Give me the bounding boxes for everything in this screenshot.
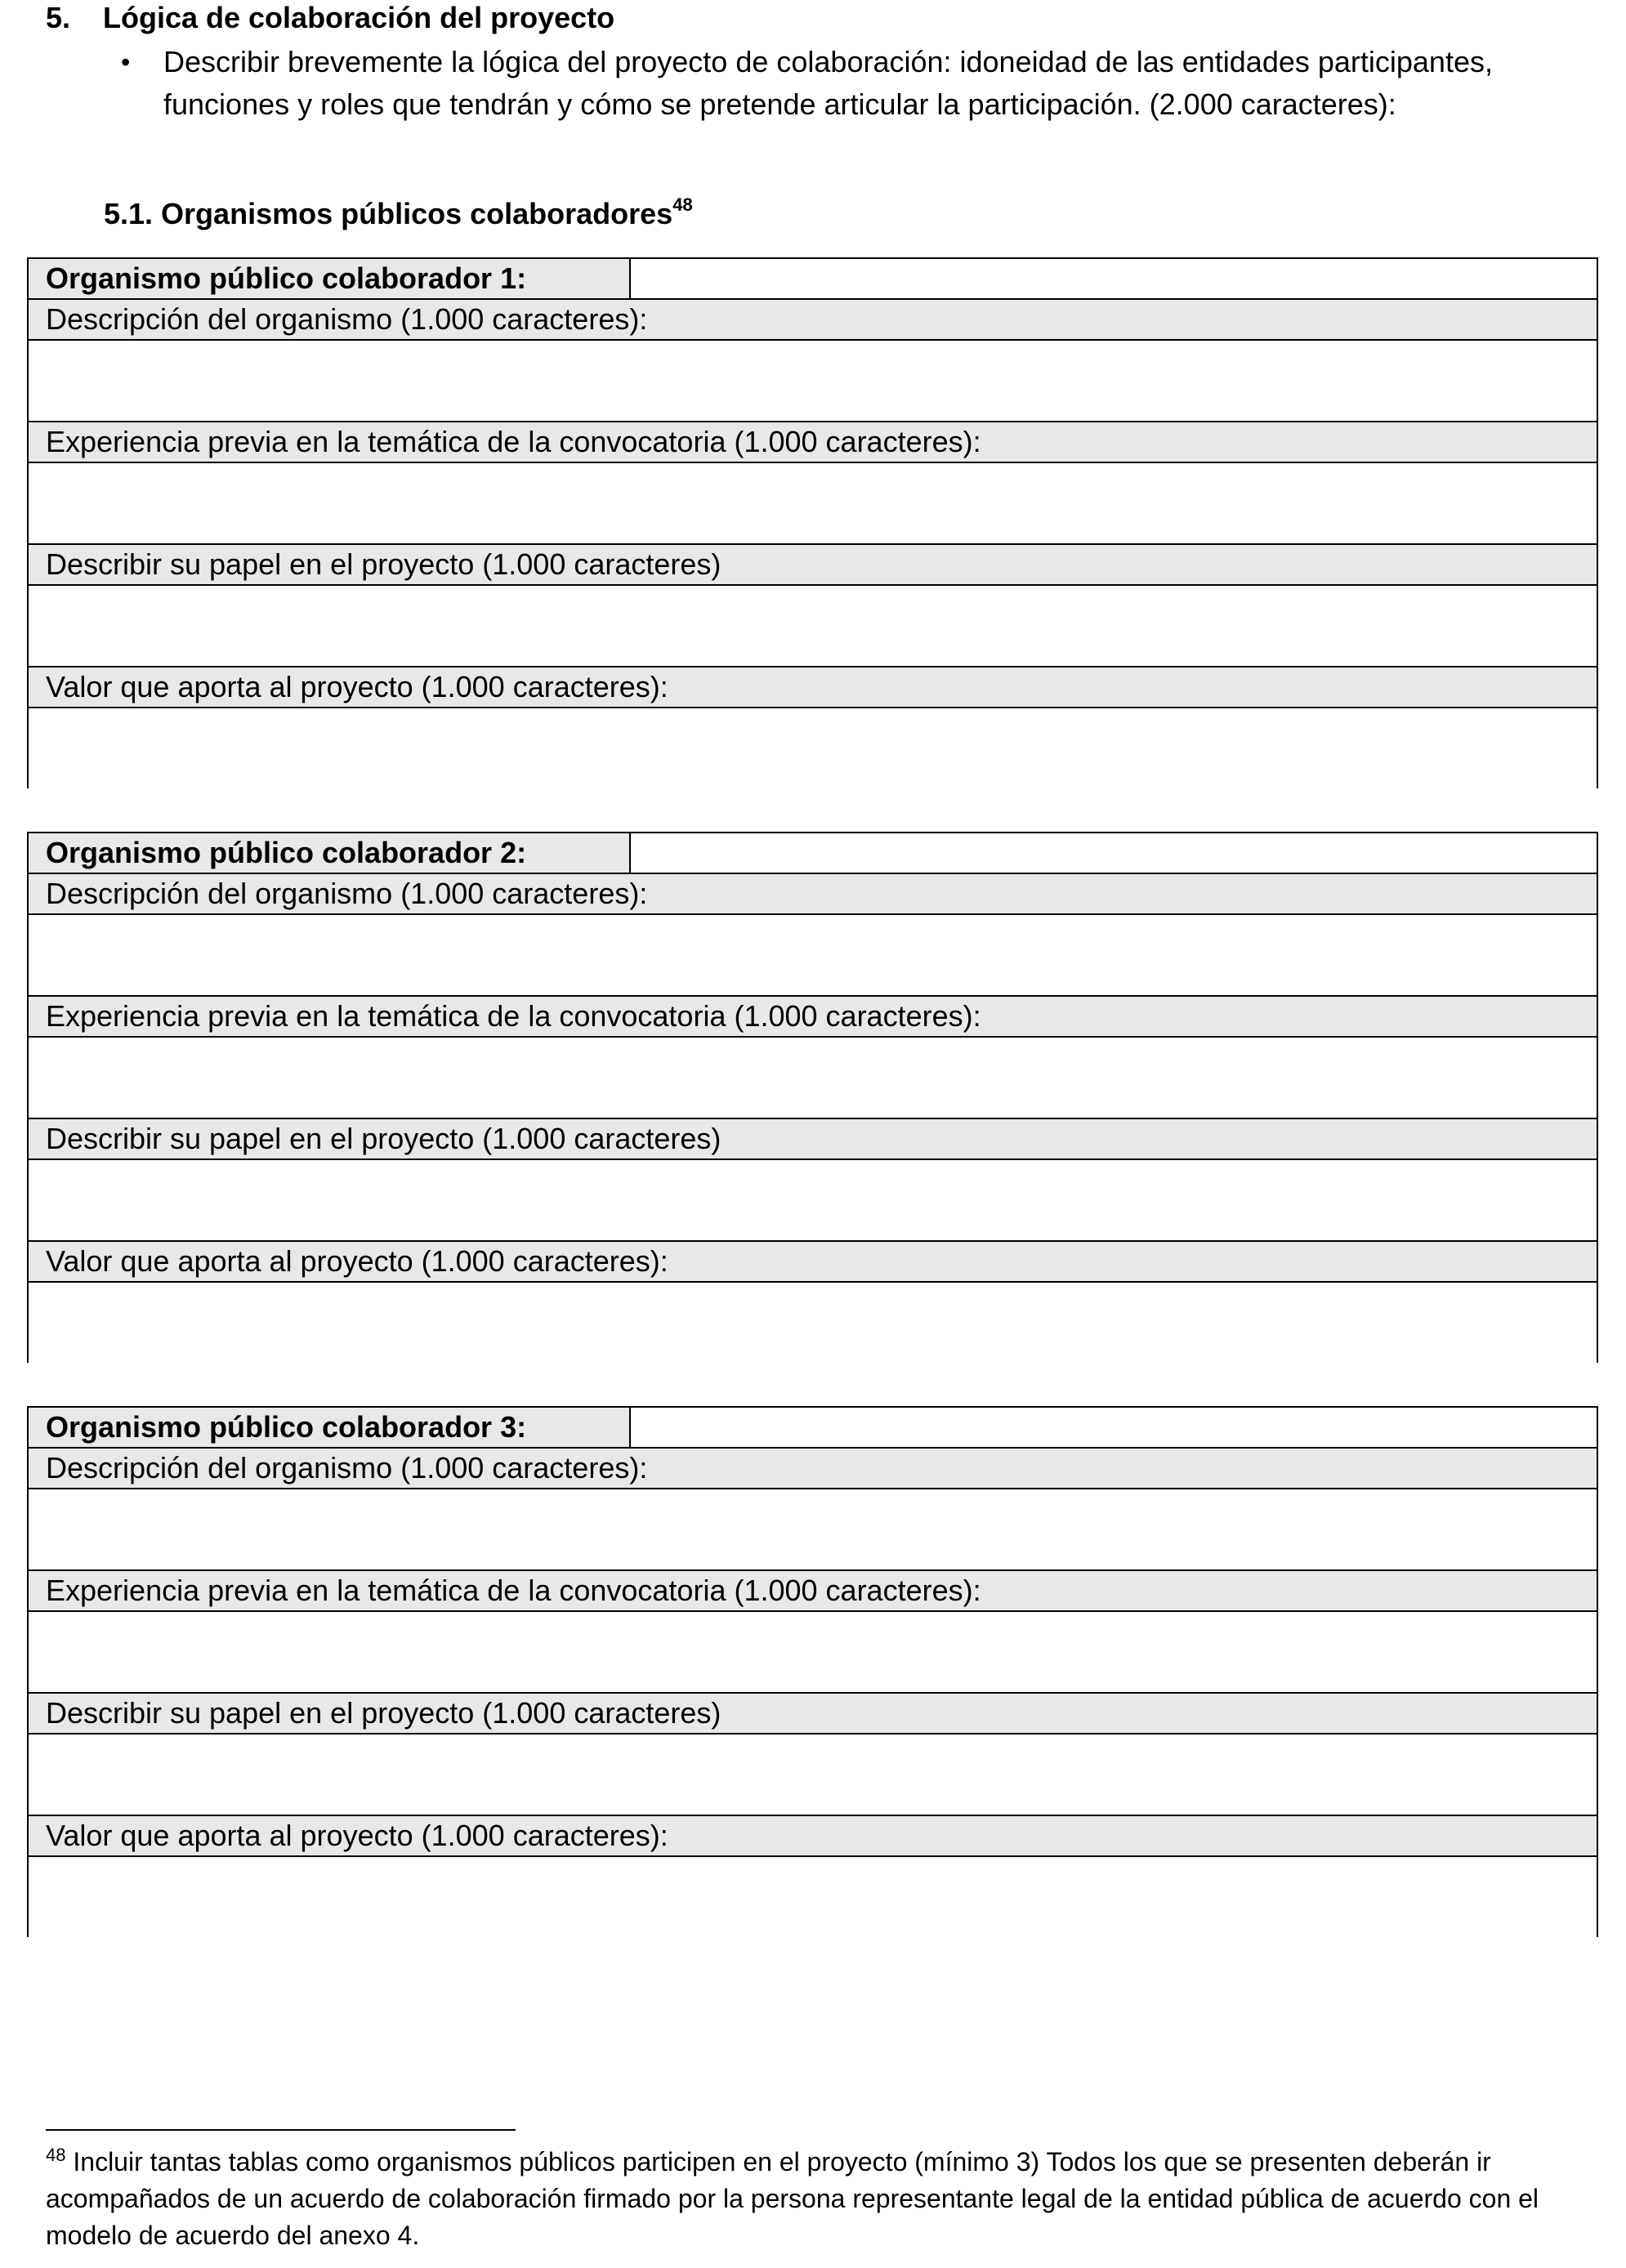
row-label-description: Descripción del organismo (1.000 caracteres): bbox=[29, 300, 1597, 341]
row-label-description: Descripción del organismo (1.000 caracteres): bbox=[29, 1449, 1597, 1489]
row-label-description: Descripción del organismo (1.000 caracteres): bbox=[29, 874, 1597, 915]
org-name-field[interactable] bbox=[631, 259, 1597, 298]
section-instructions bbox=[123, 41, 1561, 126]
answer-field-value[interactable] bbox=[29, 1857, 1597, 1939]
subsection-title: 5.1. Organismos públicos colaboradores bbox=[104, 197, 673, 230]
footnote bbox=[46, 2144, 1590, 2254]
answer-field-value[interactable] bbox=[29, 708, 1597, 790]
answer-field-experience[interactable] bbox=[29, 1038, 1597, 1119]
org-table-3 bbox=[27, 1406, 1598, 1937]
section-number: 5. bbox=[46, 1, 71, 34]
footnote-separator bbox=[46, 2129, 516, 2131]
answer-field-role[interactable] bbox=[29, 586, 1597, 667]
answer-field-role[interactable] bbox=[29, 1734, 1597, 1816]
row-label-value: Valor que aporta al proyecto (1.000 caracteres): bbox=[29, 1242, 1597, 1283]
answer-field-role[interactable] bbox=[29, 1160, 1597, 1242]
org-title-row bbox=[29, 1408, 1597, 1449]
section-title: Lógica de colaboración del proyecto bbox=[103, 1, 615, 34]
row-label-role: Describir su papel en el proyecto (1.000 caracteres) bbox=[29, 1694, 1597, 1734]
footnote-reference[interactable]: 48 bbox=[672, 194, 693, 215]
org-title: Organismo público colaborador 2: bbox=[29, 833, 631, 873]
row-label-role: Describir su papel en el proyecto (1.000 caracteres) bbox=[29, 545, 1597, 586]
row-label-value: Valor que aporta al proyecto (1.000 caracteres): bbox=[29, 667, 1597, 708]
answer-field-description[interactable] bbox=[29, 915, 1597, 997]
row-label-role: Describir su papel en el proyecto (1.000 caracteres) bbox=[29, 1119, 1597, 1160]
instructions-text: Describir brevemente la lógica del proyecto de colaboración: idoneidad de las entidades participantes, funciones y roles que tendrán y cómo se pretende articular la participación. (2.000 caracteres): bbox=[163, 45, 1493, 121]
footnote-text: Incluir tantas tablas como organismos públicos participen en el proyecto (mínimo 3) Todos los que se presenten deberán ir acompañados de un acuerdo de colaboración firmado por la persona representante legal de la entidad pública de acuerdo con el modelo de acuerdo del anexo 4. bbox=[46, 2147, 1539, 2250]
row-label-experience: Experiencia previa en la temática de la convocatoria (1.000 caracteres): bbox=[29, 1571, 1597, 1612]
answer-field-description[interactable] bbox=[29, 1489, 1597, 1571]
answer-field-description[interactable] bbox=[29, 341, 1597, 422]
subsection-heading bbox=[104, 196, 693, 232]
answer-field-experience[interactable] bbox=[29, 1612, 1597, 1694]
org-title: Organismo público colaborador 3: bbox=[29, 1408, 631, 1447]
answer-field-experience[interactable] bbox=[29, 463, 1597, 545]
org-table-1 bbox=[27, 257, 1598, 788]
org-table-2 bbox=[27, 832, 1598, 1363]
org-name-field[interactable] bbox=[631, 833, 1597, 873]
answer-field-value[interactable] bbox=[29, 1283, 1597, 1364]
row-label-experience: Experiencia previa en la temática de la convocatoria (1.000 caracteres): bbox=[29, 997, 1597, 1038]
org-title-row bbox=[29, 833, 1597, 874]
footnote-number: 48 bbox=[46, 2145, 66, 2165]
row-label-value: Valor que aporta al proyecto (1.000 caracteres): bbox=[29, 1816, 1597, 1857]
org-name-field[interactable] bbox=[631, 1408, 1597, 1447]
section-heading bbox=[46, 0, 614, 36]
org-title-row bbox=[29, 259, 1597, 300]
org-title: Organismo público colaborador 1: bbox=[29, 259, 631, 298]
bullet-icon: • bbox=[121, 47, 131, 77]
row-label-experience: Experiencia previa en la temática de la convocatoria (1.000 caracteres): bbox=[29, 422, 1597, 463]
